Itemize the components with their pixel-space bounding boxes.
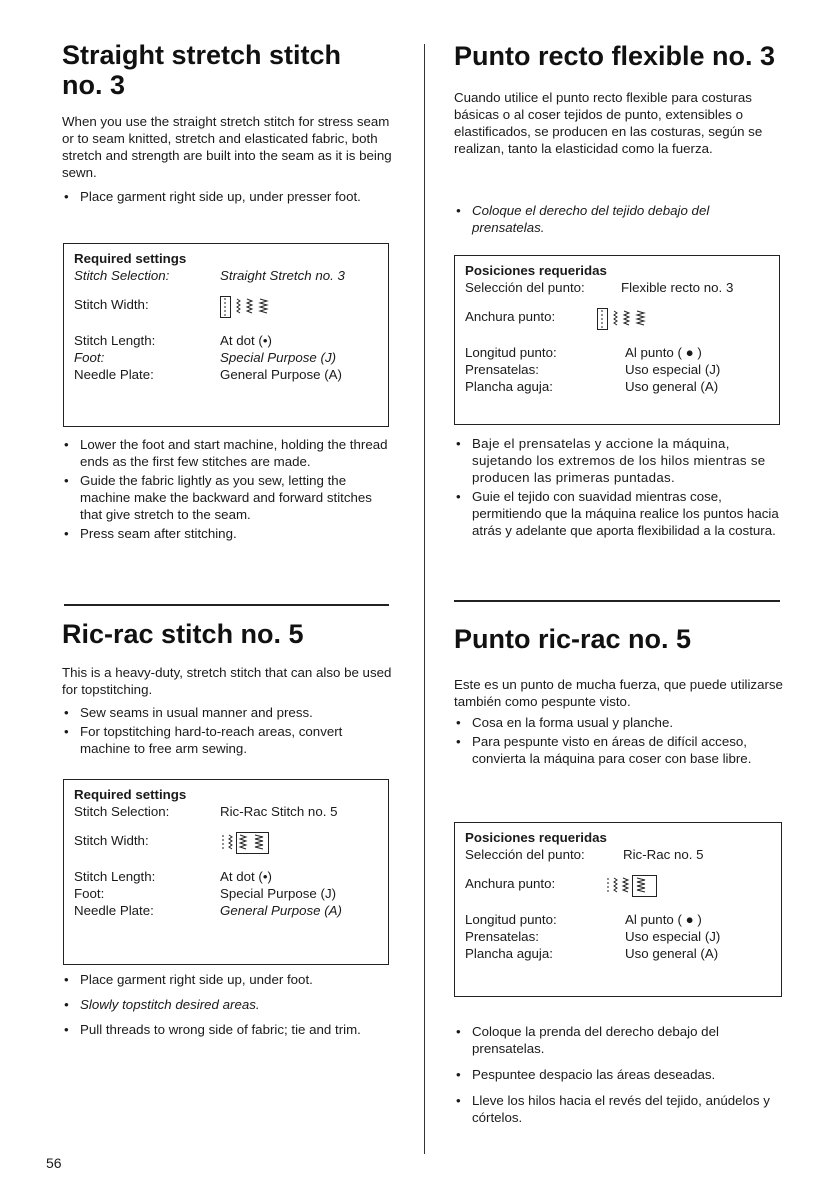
list-item: • Coloque el derecho del tejido debajo del prensatelas. xyxy=(454,202,784,236)
settings-value: At dot (•) xyxy=(220,869,272,884)
settings-label: Plancha aguja: xyxy=(465,946,553,961)
settings-value: Uso general (A) xyxy=(625,379,719,394)
settings-label: Needle Plate: xyxy=(74,367,154,382)
settings-label: Prensatelas: xyxy=(465,929,539,944)
settings-value: At dot (•) xyxy=(220,333,272,348)
list-item: • Cosa en la forma usual y planche. xyxy=(454,714,784,731)
section-title-straight-stretch: Straight stretch stitch no. 3 xyxy=(62,40,342,100)
intro-punto-ric-rac: Este es un punto de mucha fuerza, que puede utilizarse también como pespunte visto. xyxy=(454,677,783,709)
bullet-list xyxy=(62,188,392,207)
settings-label: Foot: xyxy=(74,350,105,365)
list-item: • For topstitching hard-to-reach areas, convert machine to free arm sewing. xyxy=(62,723,392,757)
stitch-width-icon xyxy=(597,308,661,330)
section-title-punto-ric-rac: Punto ric-rac no. 5 xyxy=(454,624,692,654)
list-item: • Press seam after stitching. xyxy=(62,525,392,542)
list-item: • Slowly topstitch desired areas. xyxy=(62,996,392,1013)
settings-label: Stitch Length: xyxy=(74,333,156,348)
settings-label: Stitch Length: xyxy=(74,869,156,884)
stitch-width-icon xyxy=(605,875,675,897)
settings-value: Straight Stretch no. 3 xyxy=(220,268,345,283)
settings-value: Al punto ( ● ) xyxy=(625,912,702,927)
settings-value: General Purpose (A) xyxy=(220,367,342,382)
settings-value: Ric-Rac Stitch no. 5 xyxy=(220,804,338,819)
settings-label: Foot: xyxy=(74,886,105,901)
settings-label: Needle Plate: xyxy=(74,903,154,918)
stitch-width-icon xyxy=(220,296,284,318)
settings-label: Prensatelas: xyxy=(465,362,539,377)
settings-value: Ric-Rac no. 5 xyxy=(623,847,704,862)
bullet-list xyxy=(454,202,784,238)
bullet-list xyxy=(454,714,784,769)
settings-value: Special Purpose (J) xyxy=(220,886,337,901)
settings-label: Selección del punto: xyxy=(465,280,585,295)
settings-label: Stitch Selection: xyxy=(74,804,170,819)
settings-label: Stitch Selection: xyxy=(74,268,170,283)
settings-header: Required settings xyxy=(74,787,187,802)
settings-label: Stitch Width: xyxy=(74,297,149,312)
required-settings-box xyxy=(63,243,389,427)
list-item: • Coloque la prenda del derecho debajo del prensatelas. xyxy=(454,1023,784,1057)
list-item: • Place garment right side up, under presser foot. xyxy=(62,188,392,205)
section-rule xyxy=(454,600,780,602)
settings-label: Anchura punto: xyxy=(465,309,556,324)
settings-header: Posiciones requeridas xyxy=(465,263,607,278)
list-item: • Para pespunte visto en áreas de difícil acceso, convierta la máquina para coser con base libre. xyxy=(454,733,784,767)
settings-label: Selección del punto: xyxy=(465,847,585,862)
required-settings-box xyxy=(63,779,389,965)
settings-value: Uso especial (J) xyxy=(625,929,721,944)
bullet-list xyxy=(62,704,392,759)
bullet-list xyxy=(454,1023,784,1128)
bullet-list xyxy=(62,436,392,544)
list-item: • Lleve los hilos hacia el revés del tejido, anúdelos y córtelos. xyxy=(454,1092,784,1126)
settings-value: Uso general (A) xyxy=(625,946,719,961)
settings-value: Flexible recto no. 3 xyxy=(621,280,734,295)
posiciones-requeridas-box xyxy=(454,255,780,425)
bullet-list xyxy=(62,971,392,1040)
stitch-width-icon xyxy=(220,832,290,854)
intro-ric-rac: This is a heavy-duty, stretch stitch that can also be used for topstitching. xyxy=(62,665,392,697)
section-title-ric-rac: Ric-rac stitch no. 5 xyxy=(62,619,304,649)
list-item: • Place garment right side up, under foot. xyxy=(62,971,392,988)
list-item: • Lower the foot and start machine, holding the thread ends as the first few stitches are made. xyxy=(62,436,392,470)
page-number: 56 xyxy=(46,1155,62,1171)
list-item: • Guie el tejido con suavidad mientras cose, permitiendo que la máquina realice los puntos hacia atrás y adelante que aporta flexibilidad a la costura. xyxy=(454,488,784,539)
posiciones-requeridas-box xyxy=(454,822,782,997)
settings-value: Special Purpose (J) xyxy=(220,350,337,365)
settings-header: Posiciones requeridas xyxy=(465,830,607,845)
list-item: • Pespuntee despacio las áreas deseadas. xyxy=(454,1066,784,1083)
intro-punto-recto: Cuando utilice el punto recto flexible para costuras básicas o al coser tejidos de punto, extensibles o elastificados, se producen en las costuras, según se realizan, tanto la elasticidad como la fuerza. xyxy=(454,90,763,156)
settings-value: Uso especial (J) xyxy=(625,362,721,377)
settings-label: Anchura punto: xyxy=(465,876,556,891)
settings-label: Stitch Width: xyxy=(74,833,149,848)
list-item: • Guide the fabric lightly as you sew, letting the machine make the backward and forward stitches that give stretch to the seam. xyxy=(62,472,392,523)
settings-value: General Purpose (A) xyxy=(220,903,342,918)
section-rule xyxy=(64,604,389,606)
list-item: • Pull threads to wrong side of fabric; tie and trim. xyxy=(62,1021,392,1038)
list-item: • Baje el prensatelas y accione la máquina, sujetando los extremos de los hilos mientras se producen las primeras puntadas. xyxy=(454,435,784,486)
settings-label: Longitud punto: xyxy=(465,912,557,927)
bullet-list xyxy=(454,435,784,541)
intro-straight-stretch: When you use the straight stretch stitch for stress seam or to seam knitted, stretch and elasticated fabric, both stretch and strength are built into the seam as it is being sewn. xyxy=(62,114,392,180)
column-divider xyxy=(424,44,425,1154)
section-title-punto-recto: Punto recto flexible no. 3 xyxy=(454,41,776,71)
settings-label: Longitud punto: xyxy=(465,345,557,360)
settings-label: Plancha aguja: xyxy=(465,379,553,394)
settings-value: Al punto ( ● ) xyxy=(625,345,702,360)
settings-header: Required settings xyxy=(74,251,187,266)
list-item: • Sew seams in usual manner and press. xyxy=(62,704,392,721)
